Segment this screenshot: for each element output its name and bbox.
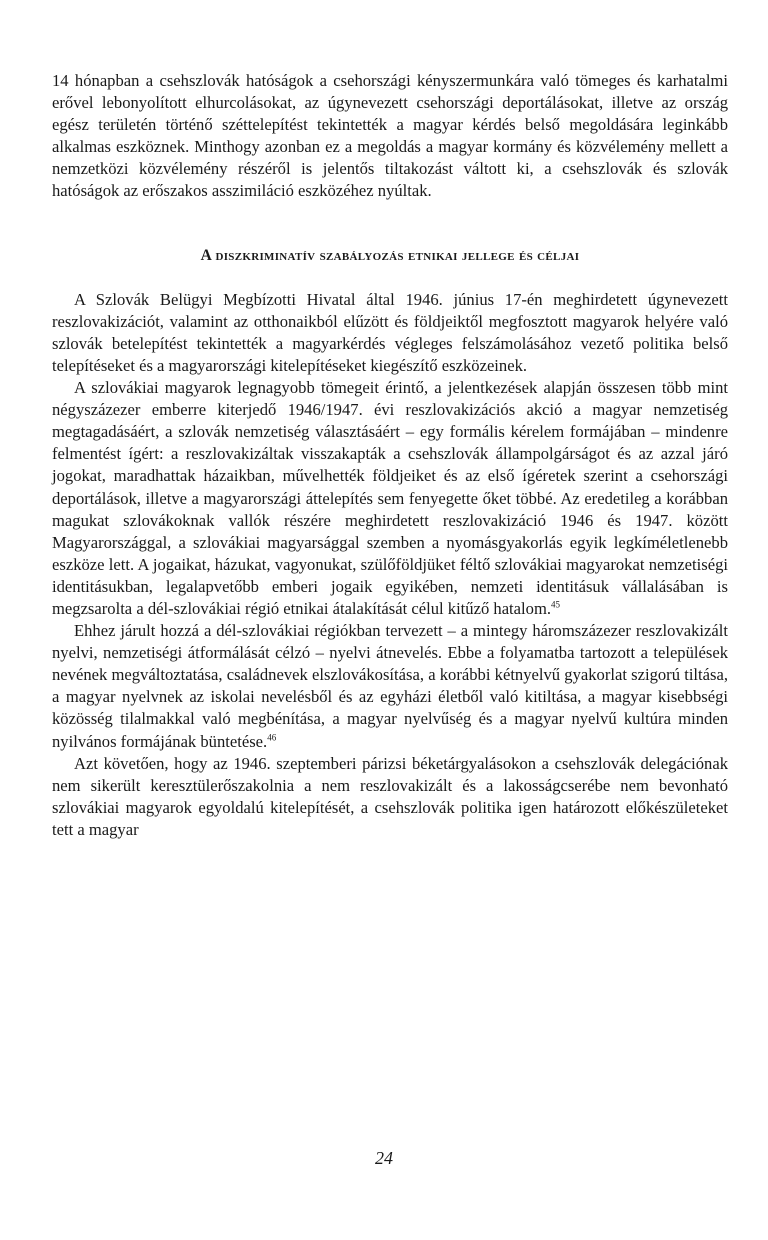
section-heading: A diszkriminatív szabályozás etnikai jellege és céljai xyxy=(200,246,580,264)
paragraph xyxy=(52,377,728,620)
page-number: 24 xyxy=(375,1148,393,1168)
paragraph-continuation: 14 hónapban a csehszlovák hatóságok a csehországi kényszermunkára való tömeges és karhatalmi erővel lebonyolított elhurcolásokat, az úgynevezett csehországi deportálásokat, illetve az ország egész területén történő széttelepítést tekintették a magyar kérdés belső megoldására leginkább alkalmas eszköznek. Minthogy azonban ez a megoldás a magyar kormány és közvélemény mellett a nemzetközi közvélemény részéről is jelentős tiltakozást váltott ki, a csehszlovák és szlovák hatóságok az erőszakos asszimiláció eszközéhez nyúltak. xyxy=(52,71,728,201)
paragraph xyxy=(52,620,728,753)
footnote-ref: 46 xyxy=(267,732,277,742)
paragraph: A Szlovák Belügyi Megbízotti Hivatal által 1946. június 17-én meghirdetett úgynevezett reszlovakizációt, valamint az otthonaikból elűzött és földjeiktől megfosztott magyarok helyére való szlovák betelepítést tekintették a magyarkérdés végleges felszámolásához vezető politika belső telepítéseket és a magyarországi kitelepítéseket kiegészítő eszközeinek. xyxy=(52,289,728,375)
paragraph-text: A szlovákiai magyarok legnagyobb tömegeit érintő, a jelentkezések alapján összesen több mint négyszázezer emberre kiterjedő 1946/1947. évi reszlovakizációs akció a magyar nemzetiség megtagadásáért, a szlovák nemzetiség választásáért – egy formális kérelem formájában – mindenre felmentést ígért: a reszlovakizáltak visszakapták a csehszlovák állampolgárságot és az azzal járó jogokat, maradhattak házaikban, művelhették földjeiket és az első ígéretek szerint a csehországi deportálások, illetve a magyarországi áttelepítés sem fenyegette őket többé. Az eredetileg a korábban magukat szlovákoknak vallók részére meghirdetett reszlovakizáció 1946 és 1947. között Magyarországgal, a szlovákiai magyarsággal szemben a nyomásgyakorlás egyik legkíméletlenebb eszköze lett. A jogaikat, házukat, vagyonukat, szülőföldjüket féltő szlovákiai magyarokat nemzetiségi identitásukban, legalapvetőbb emberi jogaik egyikében, nemzeti identitásuk vállalásában is megzsarolta a dél-szlovákiai régió etnikai átalakítását célul kitűző hatalom. xyxy=(52,378,728,618)
paragraph: Azt követően, hogy az 1946. szeptemberi párizsi béketárgyalásokon a csehszlovák delegációnak nem sikerült keresztülerőszakolnia a nem reszlovakizált és a lakosságcserébe nem bevonható szlovákiai magyarok egyoldalú kitelepítését, a csehszlovák politika igen határozott előkészületeket tett a magyar xyxy=(52,753,728,839)
footnote-ref: 45 xyxy=(551,599,560,610)
page-body xyxy=(52,70,728,841)
paragraph-text: Ehhez járult hozzá a dél-szlovákiai régiókban tervezett – a mintegy háromszázezer reszlovakizált nyelvi, nemzetiségi átformálását célzó – nyelvi átnevelés. Ebbe a folyamatba tartozott a települések nevének megváltoztatása, családnevek elszlovákosítása, a korábbi kétnyelvű gyakorlat szigorú tiltása, a magyar nyelvnek az iskolai nevelésből és az egyházi életből való kitiltása, a magyar kisebbségi közösség tilalmakkal való megbénítása, a magyar nyelvűség és a magyar nyelvű kultúra minden nyilvános formájának büntetése. xyxy=(52,621,728,751)
